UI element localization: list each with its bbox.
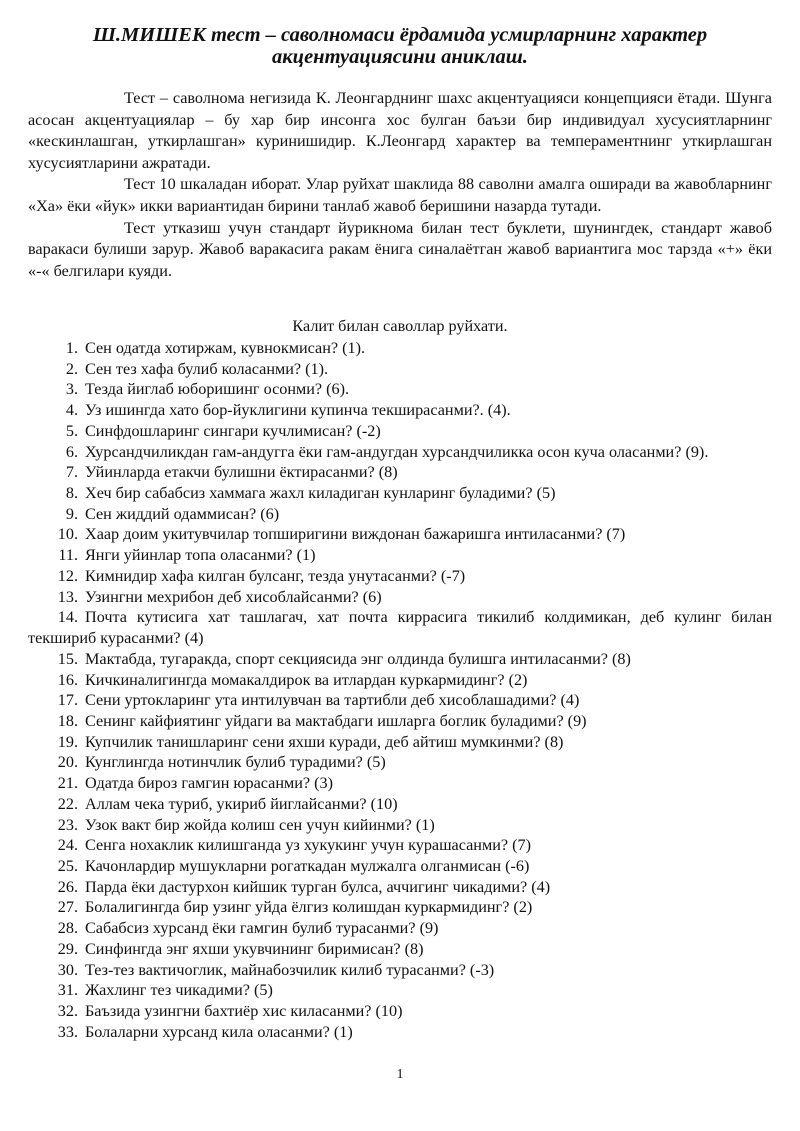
list-item [28, 794, 772, 815]
list-item [28, 835, 772, 856]
question-text: Сени уртокларинг ута интилувчан ва тартибли деб хисоблашадими? (4) [85, 691, 580, 710]
question-number: 26. [57, 877, 78, 896]
question-number: 13. [57, 587, 78, 606]
list-item [28, 545, 772, 566]
question-number: 32. [57, 1002, 78, 1020]
question-text: Сен одатда хотиржам, кувнокмисан? (1). [85, 339, 366, 357]
question-text: Янги уйинлар топа оласанми? (1) [85, 546, 316, 565]
list-item [28, 587, 772, 608]
question-number: 1. [65, 339, 78, 357]
list-item [28, 670, 772, 691]
question-text: Мактабда, тугаракда, спорт секциясида энг олдинда булишга интиласанми? (8) [85, 649, 631, 668]
question-number: 30. [57, 960, 78, 979]
question-number: 16. [57, 670, 78, 689]
question-number: 19. [57, 732, 78, 751]
list-item [28, 752, 772, 773]
question-number: 27. [57, 898, 78, 917]
question-number: 29. [57, 939, 78, 958]
question-number: 8. [65, 484, 78, 503]
question-text: Тезда йиглаб юборишинг осонми? (6). [85, 380, 350, 399]
list-item [28, 960, 772, 981]
list-item [28, 897, 772, 918]
list-item [28, 442, 772, 463]
question-number: 18. [57, 711, 78, 730]
list-item [28, 566, 772, 587]
question-number: 14. [57, 608, 78, 627]
list-heading: Калит билан саволлар руйхати. [292, 317, 508, 335]
question-text: Уйинларда етакчи булишни ёктирасанми? (8) [85, 463, 398, 482]
list-item [28, 524, 772, 545]
question-text: Сен жиддий одаммисан? (6) [85, 504, 280, 523]
list-item [28, 359, 772, 380]
question-number: 21. [57, 774, 78, 793]
list-item [28, 483, 772, 504]
question-number: 3. [65, 380, 78, 399]
list-item [28, 711, 772, 732]
list-item [28, 732, 772, 753]
list-item [28, 815, 772, 836]
list-item [28, 649, 772, 670]
question-number: 20. [57, 753, 78, 772]
question-number: 15. [57, 649, 78, 668]
question-number: 10. [57, 525, 78, 544]
question-text: Узок вакт бир жойда колиш сен учун кийинми? (1) [85, 815, 435, 834]
list-item [28, 690, 772, 711]
list-item [28, 980, 772, 1001]
list-item [28, 607, 772, 648]
list-item [28, 400, 772, 421]
question-number: 7. [65, 463, 78, 482]
list-item [28, 338, 772, 359]
question-text: Хаар доим укитувчилар топширигини виждонан бажаришга интиласанми? (7) [85, 525, 626, 544]
question-text: Сенинг кайфиятинг уйдаги ва мактабдаги ишларга боглик буладими? (9) [85, 711, 587, 730]
question-text: Болаларни хурсанд кила оласанми? (1) [85, 1022, 353, 1041]
intro-paragraph: Тест 10 шкаладан иборат. Улар руйхат шаклида 88 саволни амалга оширади ва жавобларнинг «Ха» ёки «йук» икки вариантидан бирини танлаб жавоб беришини назарда тутади. [28, 175, 772, 215]
intro-paragraph: Тест – саволнома негизида К. Леонгарднинг шахс акцентуацияси концепцияси ётади. Шунга асосан акцентуациялар – бу хар бир инсонга хос булган баъзи бир индивидуал хусусиятларнинг «кескинлашган, уткирлашган» куринишидир. К.Леонгард характер ва темпераментнинг уткирлашган хусусиятларини ажратади. [28, 89, 772, 172]
question-text: Жахлинг тез чикадими? (5) [85, 981, 273, 1000]
question-text: Одатда бироз гамгин юрасанми? (3) [85, 774, 334, 793]
question-text: Аллам чека туриб, укириб йиглайсанми? (10) [85, 794, 398, 813]
question-text: Синфингда энг яхши укувчининг биримисан? (8) [85, 939, 424, 958]
question-number: 23. [57, 815, 78, 834]
question-text: Хеч бир сабабсиз хаммага жахл киладиган кунларинг буладими? (5) [85, 484, 556, 503]
question-text: Кичкиналигингда момакалдирок ва итлардан куркармидинг? (2) [85, 670, 528, 689]
list-item [28, 856, 772, 877]
question-text: Баъзида узингни бахтиёр хис киласанми? (10) [85, 1002, 403, 1020]
list-item [28, 1022, 772, 1043]
question-number: 11. [58, 546, 78, 565]
page-number: 1 [396, 1067, 404, 1082]
list-item [28, 462, 772, 483]
question-text: Почта кутисига хат ташлагач, хат почта киррасига тикилиб колдимикан, деб кулинг билан текшириб курасанми? (4) [28, 608, 772, 648]
question-number: 9. [65, 504, 78, 523]
question-number: 17. [57, 691, 78, 710]
list-item [28, 379, 772, 400]
question-number: 24. [57, 836, 78, 855]
intro-section [28, 88, 772, 282]
question-number: 12. [57, 566, 78, 585]
list-item [28, 939, 772, 960]
page-title: Ш.МИШЕК тест – саволномаси ёрдамида усмирларнинг характер акцентуациясини аниклаш. [92, 24, 708, 68]
list-item [28, 877, 772, 898]
question-number: 22. [57, 794, 78, 813]
list-item [28, 773, 772, 794]
question-number: 5. [65, 421, 78, 440]
list-item [28, 421, 772, 442]
question-text: Сенга нохаклик килишганда уз хукукинг учун курашасанми? (7) [85, 836, 531, 855]
question-number: 33. [57, 1022, 78, 1041]
question-list [28, 338, 772, 1042]
question-number: 28. [57, 919, 78, 938]
question-text: Уз ишингда хато бор-йуклигини купинча текширасанми?. (4). [85, 401, 511, 420]
question-text: Сен тез хафа булиб коласанми? (1). [85, 359, 329, 378]
list-item [28, 504, 772, 525]
question-text: Хурсандчиликдан гам-андугга ёки гам-андугдан хурсандчиликка осон куча оласанми? (9). [85, 442, 709, 461]
question-text: Купчилик танишларинг сени яхши куради, деб айтиш мумкинми? (8) [85, 732, 564, 751]
question-number: 31. [57, 981, 78, 1000]
question-text: Тез-тез вактичоглик, майнабозчилик килиб турасанми? (-3) [85, 960, 495, 979]
question-text: Болалигингда бир узинг уйда ёлгиз колишдан куркармидинг? (2) [85, 898, 533, 917]
list-item [28, 1001, 772, 1022]
intro-paragraph: Тест утказиш учун стандарт йурикнома билан тест буклети, шунингдек, стандарт жавоб варакаси булиши зарур. Жавоб варакасига ракам ёнига синалаётган жавоб вариантига мос тарзда «+» ёки «-« белгилари куяди. [28, 218, 772, 280]
question-text: Качонлардир мушукларни рогаткадан мулжалга олганмисан (-6) [85, 856, 530, 875]
question-text: Сабабсиз хурсанд ёки гамгин булиб турасанми? (9) [85, 919, 439, 938]
question-text: Кимнидир хафа килган булсанг, тезда унутасанми? (-7) [85, 566, 466, 585]
question-number: 4. [65, 401, 78, 420]
question-number: 6. [65, 442, 78, 461]
question-text: Узингни мехрибон деб хисоблайсанми? (6) [85, 587, 382, 606]
question-number: 2. [65, 359, 78, 378]
question-text: Синфдошларинг сингари кучлимисан? (-2) [85, 421, 381, 440]
question-text: Парда ёки дастурхон кийшик турган булса, аччигинг чикадими? (4) [85, 877, 551, 896]
question-number: 25. [57, 856, 78, 875]
question-text: Кунглингда нотинчлик булиб турадими? (5) [85, 753, 386, 772]
list-item [28, 918, 772, 939]
